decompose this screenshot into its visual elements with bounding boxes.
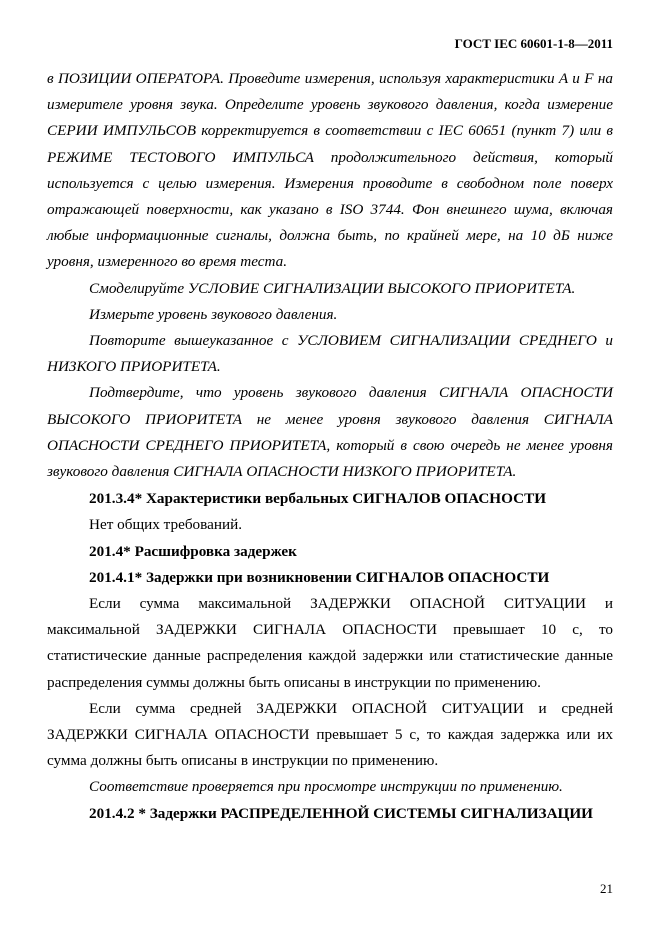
paragraph-repeat-medium-low: Повторите вышеуказанное с УСЛОВИЕМ СИГНАЛИЗАЦИИ СРЕДНЕГО и НИЗКОГО ПРИОРИТЕТА. [47, 332, 613, 376]
document-body [47, 66, 613, 827]
heading-201-4: 201.4* Расшифровка задержек [89, 542, 297, 560]
heading-201-3-4: 201.3.4* Характеристики вербальных СИГНАЛОВ ОПАСНОСТИ [89, 490, 547, 508]
heading-201-4-2: 201.4.2 * Задержки РАСПРЕДЕЛЕННОЙ СИСТЕМЫ СИГНАЛИЗАЦИИ [89, 804, 593, 822]
page-number: 21 [600, 881, 613, 896]
paragraph-simulate-high-priority: Смоделируйте УСЛОВИЕ СИГНАЛИЗАЦИИ ВЫСОКОГО ПРИОРИТЕТА. [89, 279, 576, 297]
paragraph-mean-delay-sum: Если сумма средней ЗАДЕРЖКИ ОПАСНОЙ СИТУАЦИИ и средней ЗАДЕРЖКИ СИГНАЛА ОПАСНОСТИ превышает 5 с, то каждая задержка или их сумма должны быть описаны в инструкции по применению. [47, 699, 613, 770]
paragraph-measurement-method: в ПОЗИЦИИ ОПЕРАТОРА. Проведите измерения, используя характеристики A и F на измерителе уровня звука. Определите уровень звукового давления, когда измерение СЕРИИ ИМПУЛЬСОВ корректируется в соответствии с IEC 60651 (пункт 7) или в РЕЖИМЕ ТЕСТОВОГО ИМПУЛЬСА продолжительного действия, который используется с целью измерения. Измерения проводите в свободном поле поверх отражающей поверхности, как указано в ISO 3744. Фон внешнего шума, включая любые информационные сигналы, должна быть, по крайней мере, на 10 дБ ниже уровня, измеренного во время теста. [47, 70, 613, 271]
heading-201-4-1: 201.4.1* Задержки при возникновении СИГНАЛОВ ОПАСНОСТИ [89, 568, 550, 586]
paragraph-no-general-requirements: Нет общих требований. [89, 516, 243, 534]
paragraph-compliance-check: Соответствие проверяется при просмотре инструкции по применению. [89, 778, 563, 796]
paragraph-max-delay-sum: Если сумма максимальной ЗАДЕРЖКИ ОПАСНОЙ СИТУАЦИИ и максимальной ЗАДЕРЖКИ СИГНАЛА ОПАСНОСТИ превышает 10 с, то статистические данные распределения каждой задержки или статистические данные распределения суммы должны быть описаны в инструкции по применению. [47, 595, 613, 691]
paragraph-measure-level: Измерьте уровень звукового давления. [89, 305, 338, 323]
document-header: ГОСТ IEC 60601-1-8—2011 [454, 36, 613, 51]
paragraph-confirm-levels: Подтвердите, что уровень звукового давления СИГНАЛА ОПАСНОСТИ ВЫСОКОГО ПРИОРИТЕТА не менее уровня звукового давления СИГНАЛА ОПАСНОСТИ СРЕДНЕГО ПРИОРИТЕТА, который в свою очередь не менее уровня звукового давления СИГНАЛА ОПАСНОСТИ НИЗКОГО ПРИОРИТЕТА. [47, 384, 613, 481]
